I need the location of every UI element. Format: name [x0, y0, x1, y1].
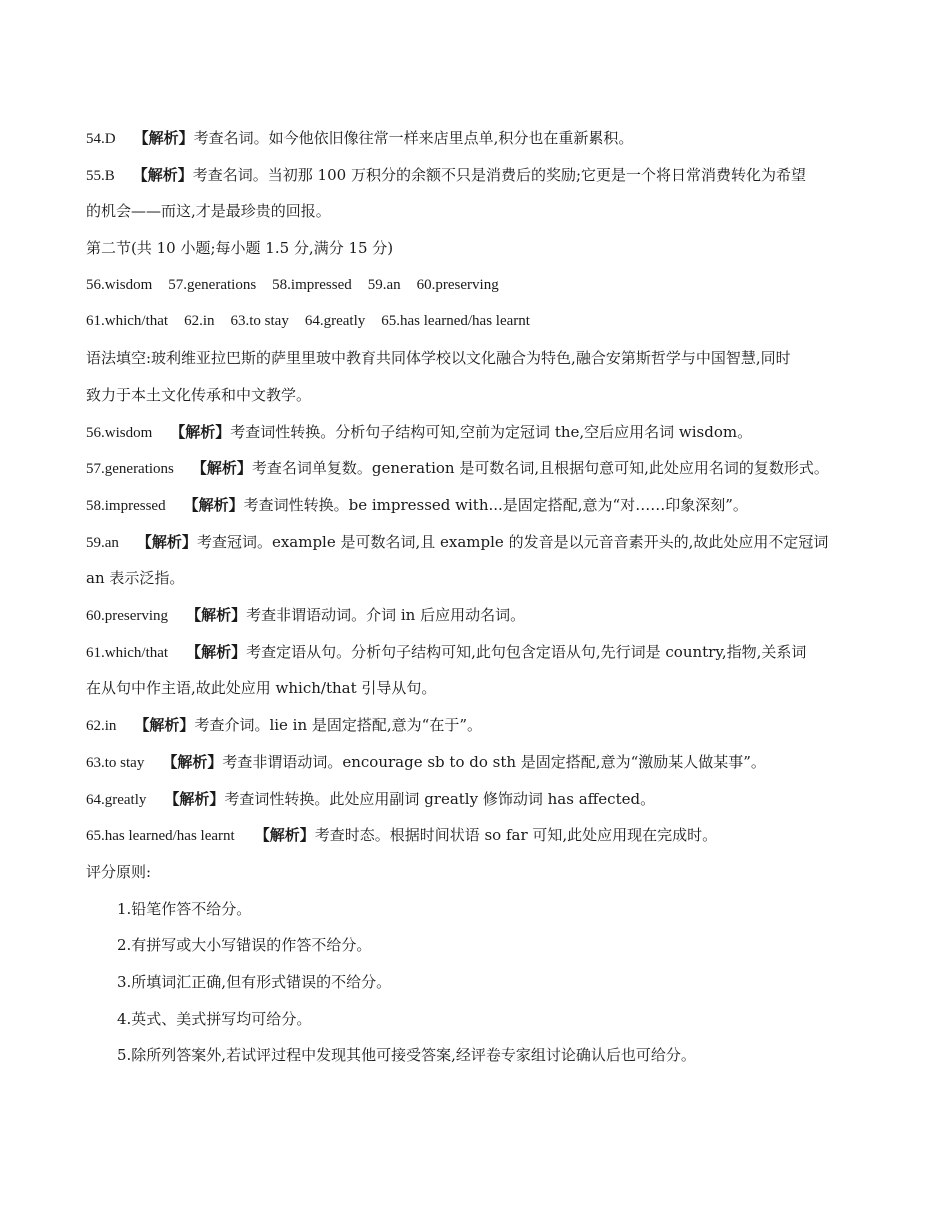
answer-61: 61.which/that — [86, 313, 169, 329]
q60-answer: 60.preserving — [86, 608, 169, 624]
q58-explanation — [86, 495, 886, 516]
q60-tag: 【解析】 — [186, 606, 247, 624]
scoring-rule-2: 2.有拼写或大小写错误的作答不给分。 — [117, 936, 372, 954]
q65-explanation — [86, 825, 886, 846]
q63-answer: 63.to stay — [86, 755, 145, 771]
q58-tag: 【解析】 — [183, 496, 244, 514]
q54-explanation — [86, 128, 886, 149]
answer-56: 56.wisdom — [86, 277, 153, 293]
q61-tag: 【解析】 — [186, 643, 247, 661]
q60-text: 考查非谓语动词。介词 in 后应用动名词。 — [246, 606, 526, 624]
q56-explanation — [86, 422, 886, 443]
q55-text: 考查名词。当初那 100 万积分的余额不只是消费后的奖励;它更是一个将日常消费转化为希望 — [192, 166, 807, 184]
q61-answer: 61.which/that — [86, 645, 169, 661]
section-title: 第二节(共 10 小题;每小题 1.5 分,满分 15 分) — [86, 239, 394, 257]
q56-text: 考查词性转换。分析句子结构可知,空前为定冠词 the,空后应用名词 wisdom。 — [230, 423, 753, 441]
q61-explanation — [86, 642, 886, 663]
q55-tag: 【解析】 — [132, 166, 193, 184]
q58-answer: 58.impressed — [86, 498, 166, 514]
q63-text: 考查非谓语动词。encourage sb to do sth 是固定搭配,意为“激励某人做某事”。 — [222, 753, 766, 771]
answers-row-2 — [86, 311, 886, 331]
answer-63: 63.to stay — [230, 313, 289, 329]
q54-answer: 54.D — [86, 131, 116, 147]
q63-explanation — [86, 752, 886, 773]
answers-row-1 — [86, 275, 886, 295]
answer-64: 64.greatly — [304, 313, 366, 329]
q55-answer: 55.B — [86, 168, 115, 184]
q57-text: 考查名词单复数。generation 是可数名词,且根据句意可知,此处应用名词的复数形式。 — [251, 459, 829, 477]
q61-text: 考查定语从句。分析句子结构可知,此句包含定语从句,先行词是 country,指物,关系词 — [246, 643, 807, 661]
q62-text: 考查介词。lie in 是固定搭配,意为“在于”。 — [194, 716, 483, 734]
q64-text: 考查词性转换。此处应用副词 greatly 修饰动词 has affected。 — [224, 790, 656, 808]
q59-tag: 【解析】 — [136, 533, 197, 551]
scoring-rule-3: 3.所填词汇正确,但有形式错误的不给分。 — [117, 973, 392, 991]
q62-answer: 62.in — [86, 718, 117, 734]
q65-text: 考查时态。根据时间状语 so far 可知,此处应用现在完成时。 — [314, 826, 718, 844]
answer-58: 58.impressed — [272, 277, 352, 293]
answer-60: 60.preserving — [416, 277, 499, 293]
q64-tag: 【解析】 — [164, 790, 225, 808]
q59-answer: 59.an — [86, 535, 119, 551]
q56-tag: 【解析】 — [170, 423, 231, 441]
answer-59: 59.an — [367, 277, 401, 293]
q60-explanation — [86, 605, 886, 626]
q62-tag: 【解析】 — [134, 716, 195, 734]
q57-answer: 57.generations — [86, 461, 174, 477]
q57-explanation — [86, 458, 886, 479]
answer-62: 62.in — [184, 313, 215, 329]
answer-57: 57.generations — [168, 277, 257, 293]
q57-tag: 【解析】 — [191, 459, 252, 477]
q59-text: 考查冠词。example 是可数名词,且 example 的发音是以元音音素开头的,故此处应用不定冠词 — [196, 533, 829, 551]
q64-explanation — [86, 789, 886, 810]
q54-tag: 【解析】 — [133, 129, 194, 147]
q54-text: 考查名词。如今他依旧像往常一样来店里点单,积分也在重新累积。 — [193, 129, 634, 147]
intro-line-1: 语法填空:玻利维亚拉巴斯的萨里里玻中教育共同体学校以文化融合为特色,融合安第斯哲学与中国智慧,同时 — [86, 349, 791, 367]
q55-text-cont: 的机会——而这,才是最珍贵的回报。 — [86, 202, 331, 220]
scoring-rule-5: 5.除所列答案外,若试评过程中发现其他可接受答案,经评卷专家组讨论确认后也可给分。 — [117, 1046, 696, 1064]
scoring-rule-4: 4.英式、美式拼写均可给分。 — [117, 1010, 312, 1028]
q65-answer: 65.has learned/has learnt — [86, 828, 235, 844]
q59-explanation — [86, 532, 886, 553]
q56-answer: 56.wisdom — [86, 425, 153, 441]
intro-line-2: 致力于本土文化传承和中文教学。 — [86, 386, 312, 404]
q63-tag: 【解析】 — [162, 753, 223, 771]
scoring-title: 评分原则: — [86, 863, 152, 881]
q62-explanation — [86, 715, 886, 736]
q61-text-cont: 在从句中作主语,故此处应用 which/that 引导从句。 — [86, 679, 437, 697]
q64-answer: 64.greatly — [86, 792, 147, 808]
scoring-rule-1: 1.铅笔作答不给分。 — [117, 900, 252, 918]
answer-65: 65.has learned/has learnt — [381, 313, 530, 329]
q65-tag: 【解析】 — [254, 826, 315, 844]
q58-text: 考查词性转换。be impressed with...是固定搭配,意为“对……印象深刻”。 — [243, 496, 748, 514]
q55-explanation — [86, 165, 886, 186]
q59-text-cont: an 表示泛指。 — [86, 569, 185, 587]
